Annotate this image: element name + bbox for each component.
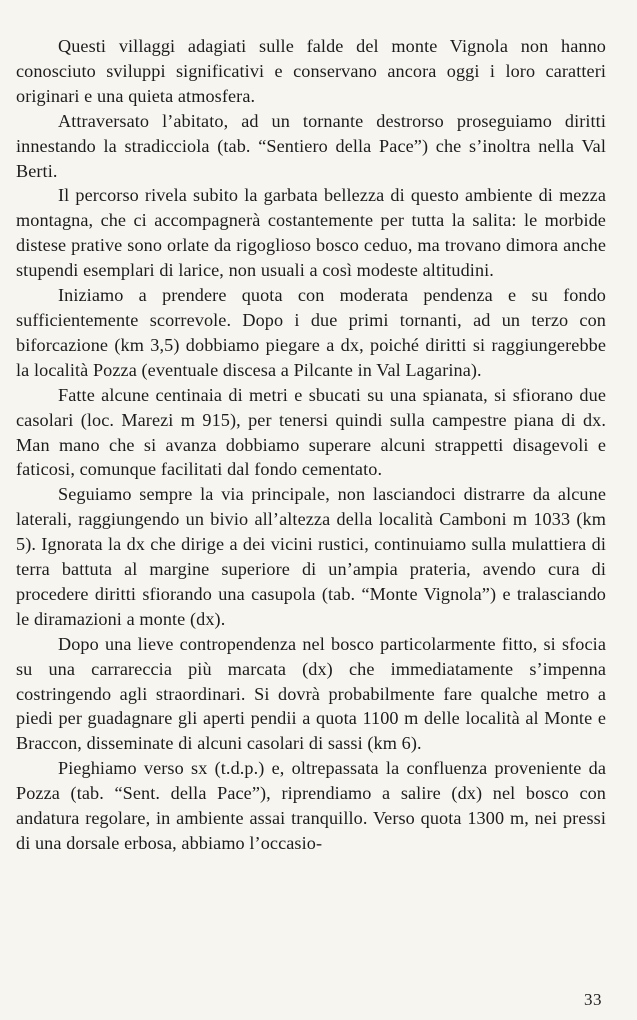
paragraph-5: Fatte alcune centinaia di metri e sbucati su una spianata, si sfiorano due casolari (loc. Marezi m 915), per tenersi quindi sulla campestre piana di dx. Man mano che si avanza dobbiamo superare alcuni strappetti disagevoli e faticosi, comunque facilitati dal fondo cementato. xyxy=(16,384,606,480)
body-text xyxy=(16,34,606,856)
paragraph-6: Seguiamo sempre la via principale, non lasciandoci distrarre da alcune laterali, raggiungendo un bivio all’altezza della località Camboni m 1033 (km 5). Ignorata la dx che dirige a dei vicini rustici, continuiamo sulla mulattiera di terra battuta al margine superiore di un’ampia prateria, avendo cura di procedere diritti sfiorando una casupola (tab. “Monte Vignola”) e tralasciando le diramazioni a monte (dx). xyxy=(16,484,606,629)
paragraph-7: Dopo una lieve contropendenza nel bosco particolarmente fitto, si sfocia su una carrareccia più marcata (dx) che immediatamente s’impenna costringendo agli straordinari. Si dovrà probabilmente fare qualche metro a piedi per guadagnare gli aperti pendii a quota 1100 m delle località al Monte e Braccon, disseminate di alcuni casolari di sassi (km 6). xyxy=(16,633,606,754)
paragraph-3: Il percorso rivela subito la garbata bellezza di questo ambiente di mezza montagna, che ci accompagnerà costantemente per tutta la salita: le morbide distese prative sono orlate da rigoglioso bosco ceduo, ma trovano dimora anche stupendi esemplari di larice, non usuali a così modeste altitudini. xyxy=(16,185,606,281)
paragraph-1: Questi villaggi adagiati sulle falde del monte Vignola non hanno conosciuto sviluppi significativi e conservano ancora oggi i loro caratteri originari e una quieta atmosfera. xyxy=(16,36,606,106)
paragraph-2: Attraversato l’abitato, ad un tornante destrorso proseguiamo diritti innestando la stradicciola (tab. “Sentiero della Pace”) che s’inoltra nella Val Berti. xyxy=(16,110,606,181)
paragraph-8: Pieghiamo verso sx (t.d.p.) e, oltrepassata la confluenza proveniente da Pozza (tab. “Sent. della Pace”), riprendiamo a salire (dx) nel bosco con andatura regolare, in ambiente assai tranquillo. Verso quota 1300 m, nei pressi di una dorsale erbosa, abbiamo l’occasio- xyxy=(16,758,606,853)
page-number: 33 xyxy=(584,990,602,1009)
paragraph-4: Iniziamo a prendere quota con moderata pendenza e su fondo sufficientemente scorrevole. Dopo i due primi tornanti, ad un terzo con biforcazione (km 3,5) dobbiamo piegare a dx, poiché diritti si raggiungerebbe la località Pozza (eventuale discesa a Pilcante in Val Lagarina). xyxy=(16,285,606,380)
